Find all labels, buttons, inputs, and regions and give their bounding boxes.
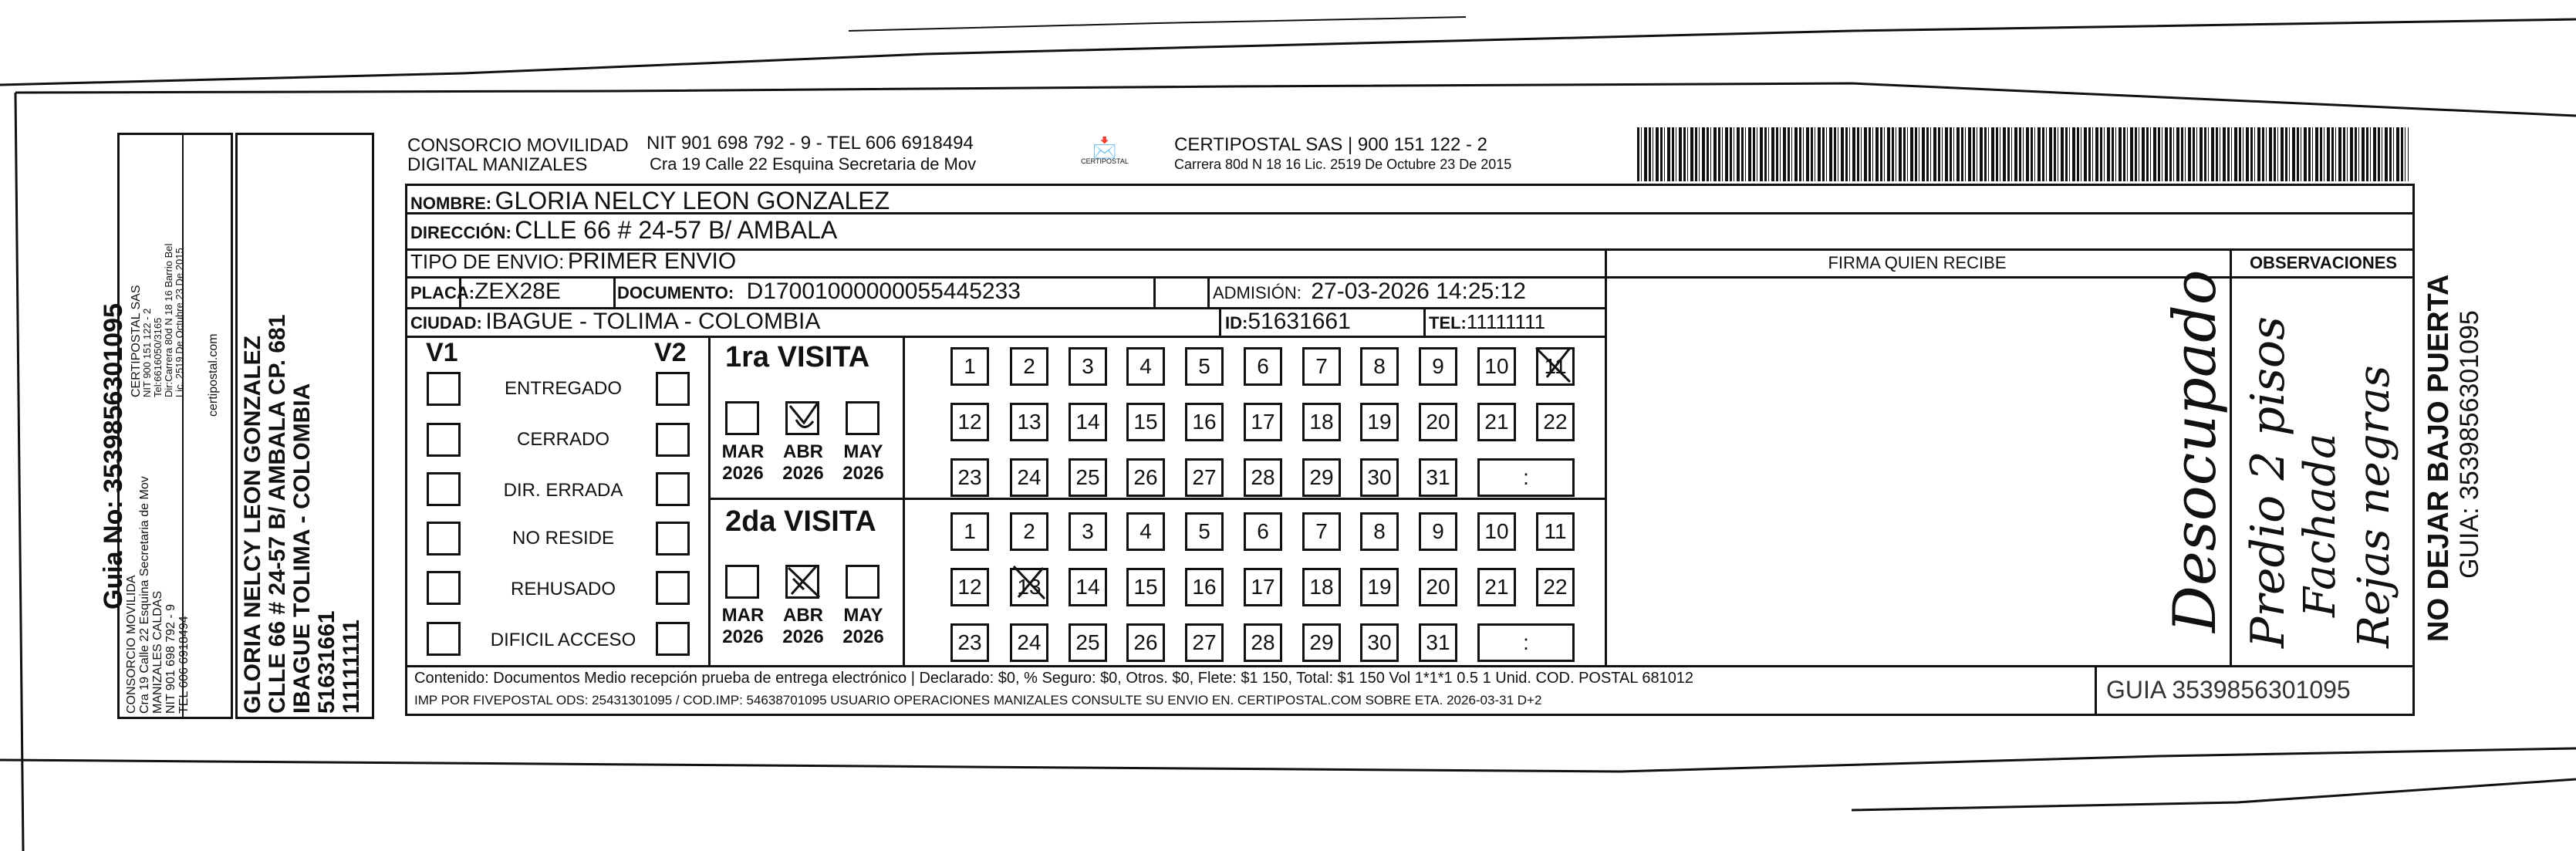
visit2-day-4[interactable]: 4 <box>1126 512 1165 551</box>
footer-line-1: Contenido: Documentos Medio recepción prueba de entrega electrónico | Declarado: $0, % Seguro: $0, Otros. $0, Flete: $1 150, Total: $1 150 Vol 1*1*1 0.5 1 Unid. COD. POSTAL 681012 <box>414 670 1694 687</box>
visit1-month-mar: MAR 2026 <box>721 441 765 484</box>
visit2-day-10[interactable]: 10 <box>1477 512 1516 551</box>
visit1-day-20[interactable]: 20 <box>1419 403 1457 441</box>
visit2-day-25[interactable]: 25 <box>1069 623 1107 662</box>
sender-name-1: CONSORCIO MOVILIDAD <box>407 135 629 156</box>
visit2-day-19[interactable]: 19 <box>1360 568 1399 606</box>
reason-cerrado: CERRADO <box>516 429 609 450</box>
visit2-month-mar-box[interactable] <box>725 565 759 599</box>
tel-row <box>1429 310 1545 334</box>
tipo-value: PRIMER ENVIO <box>567 248 737 274</box>
certi-small-l4: Dir:Carrera 80d N 18 16 Barrio Bel <box>163 243 174 397</box>
ciudad-label: CIUDAD: <box>410 313 482 333</box>
placa-value: ZEX28E <box>474 279 561 304</box>
guia-right: GUIA: 3539856301095 <box>2455 310 2484 579</box>
visit1-abr-check-mark <box>785 400 822 437</box>
reason-dir-errada: DIR. ERRADA <box>503 480 623 501</box>
obs-handwriting-1: Predio 2 pisos <box>2241 316 2295 648</box>
v2-checkbox-rehusado[interactable] <box>656 571 690 605</box>
courier-addr: Carrera 80d N 18 16 Lic. 2519 De Octubre 23 De 2015 <box>1174 157 1512 172</box>
visit1-day-24[interactable]: 24 <box>1010 458 1048 497</box>
visit1-day-30[interactable]: 30 <box>1360 458 1399 497</box>
visit2-month-abr: ABR 2026 <box>782 605 824 647</box>
visit2-day-24[interactable]: 24 <box>1010 623 1048 662</box>
visit1-day-3[interactable]: 3 <box>1069 347 1107 386</box>
visit1-month-may-box[interactable] <box>846 401 879 435</box>
tel-value: 11111111 <box>1466 310 1546 333</box>
visit1-month-may: MAY 2026 <box>842 441 884 484</box>
id-row <box>1225 309 1351 335</box>
id-label: ID: <box>1225 313 1248 333</box>
certi-small-l3: Tel:6616050/3165 <box>152 317 164 397</box>
footer-line-2: IMP POR FIVEPOSTAL ODS: 25431301095 / COD.IMP: 54638701095 USUARIO OPERACIONES MANIZALES CONSULTE SU ENVIO EN. CERTIPOSTAL.COM SOBRE ETA. 2026-03-31 D+2 <box>414 693 1542 707</box>
visit2-title: 2da VISITA <box>725 505 876 538</box>
tipo-label: TIPO DE ENVIO: <box>410 250 565 273</box>
direccion-label: DIRECCIÓN: <box>410 223 511 242</box>
footer-guia-number: 3539856301095 <box>2172 676 2351 704</box>
certi-small-block <box>131 244 185 397</box>
visit1-day-27[interactable]: 27 <box>1185 458 1224 497</box>
visit2-day-9[interactable]: 9 <box>1419 512 1457 551</box>
visit1-day-8[interactable]: 8 <box>1360 347 1399 386</box>
visit1-day-23[interactable]: 23 <box>950 458 989 497</box>
guia-left-number: Guia No: 3539856301095 <box>99 303 128 610</box>
visit2-day-6[interactable]: 6 <box>1244 512 1282 551</box>
visit1-day-12[interactable]: 12 <box>950 403 989 441</box>
visit1-day-11-check-mark <box>1531 343 1575 387</box>
visit1-day-21[interactable]: 21 <box>1477 403 1516 441</box>
visit2-day-26[interactable]: 26 <box>1126 623 1165 662</box>
reason-no-reside: NO RESIDE <box>511 528 615 549</box>
visit1-day-4[interactable]: 4 <box>1126 347 1165 386</box>
visit1-day-16[interactable]: 16 <box>1185 403 1224 441</box>
visit2-day-7[interactable]: 7 <box>1302 512 1341 551</box>
visit1-month-abr: ABR 2026 <box>782 441 824 484</box>
visit2-day-20[interactable]: 20 <box>1419 568 1457 606</box>
visit2-month-may-box[interactable] <box>846 565 879 599</box>
visit2-day-22[interactable]: 22 <box>1536 568 1575 606</box>
visit1-day-6[interactable]: 6 <box>1244 347 1282 386</box>
sender-addr: Cra 19 Calle 22 Esquina Secretaria de Mov <box>650 154 977 174</box>
visit2-abr-check-mark <box>785 563 822 600</box>
obs-label: OBSERVACIONES <box>2249 253 2398 272</box>
tipo-row <box>410 248 736 275</box>
v2-checkbox-no-reside[interactable] <box>656 522 690 556</box>
visit2-month-mar: MAR 2026 <box>721 605 765 647</box>
left-recipient-l1: GLORIA NELCY LEON GONZALEZ <box>240 335 265 714</box>
v1-checkbox-entregado[interactable] <box>427 372 461 406</box>
barcode <box>1637 127 2409 181</box>
sender-name-2: DIGITAL MANIZALES <box>407 154 588 175</box>
visit2-day-3[interactable]: 3 <box>1069 512 1107 551</box>
reason-rehusado: REHUSADO <box>510 579 616 599</box>
visit2-day-29[interactable]: 29 <box>1302 623 1341 662</box>
placa-row <box>410 279 561 305</box>
visit1-day-1[interactable]: 1 <box>950 347 989 386</box>
visit2-day-2[interactable]: 2 <box>1010 512 1048 551</box>
visit2-day-16[interactable]: 16 <box>1185 568 1224 606</box>
visit2-day-21[interactable]: 21 <box>1477 568 1516 606</box>
visit2-day-14[interactable]: 14 <box>1069 568 1107 606</box>
v2-checkbox-cerrado[interactable] <box>656 423 690 457</box>
sender-small-l2: Cra 19 Calle 22 Esquina Secretaria de Mov <box>138 476 151 714</box>
admision-value: 27-03-2026 14:25:12 <box>1311 279 1526 304</box>
courier-logo-icon: 📩 CERTIPOSTAL <box>1081 136 1129 165</box>
visit2-day-11[interactable]: 11 <box>1536 512 1575 551</box>
sender-small-l5: TEL 606 6918494 <box>177 616 191 714</box>
visit2-day-15[interactable]: 15 <box>1126 568 1165 606</box>
visit2-day-8[interactable]: 8 <box>1360 512 1399 551</box>
left-recipient-l4: 51631661 <box>314 610 339 714</box>
visit1-day-9[interactable]: 9 <box>1419 347 1457 386</box>
sender-small-l3: MANIZALES CALDAS <box>151 590 164 714</box>
firma-handwriting: Desocupado <box>2160 269 2229 633</box>
visit1-time-box[interactable]: : <box>1477 458 1575 497</box>
v2-label: V2 <box>654 338 687 367</box>
visit1-day-5[interactable]: 5 <box>1185 347 1224 386</box>
visit2-time-box[interactable]: : <box>1477 623 1575 662</box>
visit1-day-31[interactable]: 31 <box>1419 458 1457 497</box>
v1-checkbox-dir-errada[interactable] <box>427 472 461 506</box>
tel-label: TEL: <box>1429 313 1467 333</box>
left-recipient-l2: CLLE 66 # 24-57 B/ AMBALA CP. 681 <box>265 314 290 714</box>
visit2-day-27[interactable]: 27 <box>1185 623 1224 662</box>
courier-name: CERTIPOSTAL SAS | 900 151 122 - 2 <box>1174 134 1487 155</box>
nombre-value: GLORIA NELCY LEON GONZALEZ <box>495 187 890 214</box>
visit1-title: 1ra VISITA <box>725 341 870 373</box>
id-value: 51631661 <box>1247 309 1351 334</box>
sender-small-l4: NIT 901 698 792 - 9 <box>164 603 177 714</box>
v1-checkbox-dificil-acceso[interactable] <box>427 622 461 656</box>
documento-value: D17001000000055445233 <box>746 279 1021 304</box>
ciudad-value: IBAGUE - TOLIMA - COLOMBIA <box>485 309 821 334</box>
nombre-row <box>410 187 890 215</box>
visit2-day-28[interactable]: 28 <box>1244 623 1282 662</box>
left-recipient-l5: 11111111 <box>339 620 364 714</box>
nombre-label: NOMBRE: <box>410 194 492 213</box>
certi-small-l2: NIT 900 151 122 - 2 <box>141 308 153 397</box>
visit1-day-11[interactable]: 11 <box>1536 347 1575 386</box>
certi-small-l5: Lic. 2519 De Octubre 23 De 2015 <box>174 248 185 397</box>
direccion-value: CLLE 66 # 24-57 B/ AMBALA <box>515 216 838 244</box>
sender-nit: NIT 901 698 792 - 9 - TEL 606 6918494 <box>647 133 974 154</box>
visit2-day-1[interactable]: 1 <box>950 512 989 551</box>
visit1-day-22[interactable]: 22 <box>1536 403 1575 441</box>
left-recipient-block <box>241 315 364 714</box>
certi-small-site: certipostal.com <box>207 333 220 417</box>
visit2-day-13[interactable]: 13 <box>1010 568 1048 606</box>
documento-row <box>617 279 1021 305</box>
documento-label: DOCUMENTO: <box>617 283 734 302</box>
footer-guia <box>2106 676 2351 704</box>
visit1-day-28[interactable]: 28 <box>1244 458 1282 497</box>
visit1-day-2[interactable]: 2 <box>1010 347 1048 386</box>
visit2-day-23[interactable]: 23 <box>950 623 989 662</box>
reason-dificil-acceso: DIFICIL ACCESO <box>490 630 636 650</box>
visit1-day-17[interactable]: 17 <box>1244 403 1282 441</box>
v1-label: V1 <box>426 338 458 367</box>
visit1-day-19[interactable]: 19 <box>1360 403 1399 441</box>
visit1-day-18[interactable]: 18 <box>1302 403 1341 441</box>
visit2-day-17[interactable]: 17 <box>1244 568 1282 606</box>
ciudad-row <box>410 309 820 335</box>
obs-handwriting-2: Fachada <box>2295 433 2345 617</box>
visit2-day-30[interactable]: 30 <box>1360 623 1399 662</box>
visit2-day-13-check-mark <box>1008 562 1051 605</box>
sender-small-l1: CONSORCIO MOVILIDA <box>125 575 138 714</box>
visit1-day-13[interactable]: 13 <box>1010 403 1048 441</box>
admision-label: ADMISIÓN: <box>1213 283 1302 302</box>
visit1-day-10[interactable]: 10 <box>1477 347 1516 386</box>
visit1-day-29[interactable]: 29 <box>1302 458 1341 497</box>
no-dejar-bajo-puerta: NO DEJAR BAJO PUERTA <box>2422 274 2455 642</box>
reason-entregado: ENTREGADO <box>504 378 622 399</box>
sender-small-block <box>125 476 191 714</box>
placa-label: PLACA: <box>410 283 475 302</box>
visit1-day-25[interactable]: 25 <box>1069 458 1107 497</box>
footer-guia-label: GUIA <box>2106 676 2166 704</box>
left-recipient-l3: IBAGUE TOLIMA - COLOMBIA <box>289 383 315 714</box>
visit1-day-7[interactable]: 7 <box>1302 347 1341 386</box>
v2-checkbox-dir-errada[interactable] <box>656 472 690 506</box>
firma-label: FIRMA QUIEN RECIBE <box>1828 253 2007 272</box>
v1-checkbox-rehusado[interactable] <box>427 571 461 605</box>
visit1-day-14[interactable]: 14 <box>1069 403 1107 441</box>
visit2-day-18[interactable]: 18 <box>1302 568 1341 606</box>
admision-row <box>1213 279 1526 305</box>
v1-checkbox-no-reside[interactable] <box>427 522 461 556</box>
certi-small-l1: CERTIPOSTAL SAS <box>130 285 143 397</box>
visit2-day-31[interactable]: 31 <box>1419 623 1457 662</box>
visit1-day-26[interactable]: 26 <box>1126 458 1165 497</box>
v2-checkbox-entregado[interactable] <box>656 372 690 406</box>
obs-handwriting-3: Rejas negras <box>2349 365 2399 648</box>
direccion-row <box>410 216 837 245</box>
visit2-month-may: MAY 2026 <box>842 605 884 647</box>
visit1-month-mar-box[interactable] <box>725 401 759 435</box>
visit1-day-15[interactable]: 15 <box>1126 403 1165 441</box>
v2-checkbox-dificil-acceso[interactable] <box>656 622 690 656</box>
visit2-day-12[interactable]: 12 <box>950 568 989 606</box>
visit2-day-5[interactable]: 5 <box>1185 512 1224 551</box>
v1-checkbox-cerrado[interactable] <box>427 423 461 457</box>
